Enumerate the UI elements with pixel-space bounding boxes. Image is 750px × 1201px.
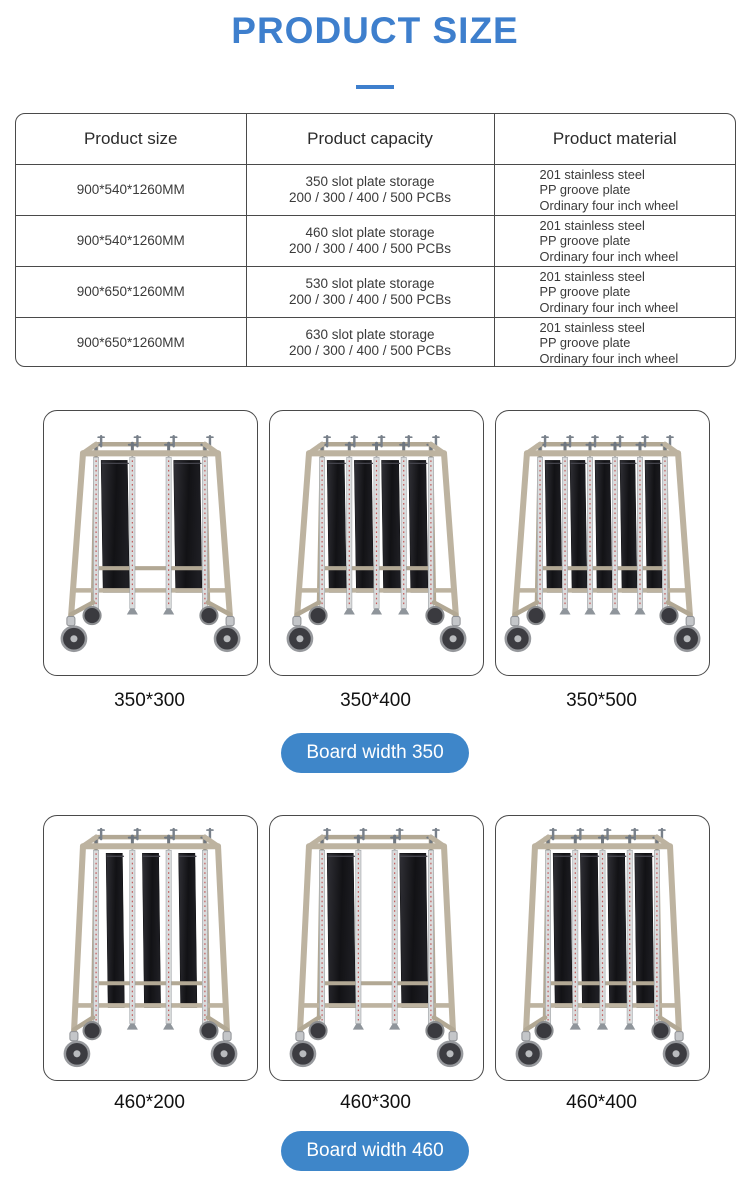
product-size-label: 350*300 <box>114 690 185 711</box>
product-size-label: 350*400 <box>340 690 411 711</box>
capacity-line: 530 slot plate storage <box>305 275 435 291</box>
capacity-line: 200 / 300 / 400 / 500 PCBs <box>288 190 452 205</box>
product-size-label: 460*200 <box>114 1092 185 1113</box>
cell-size: 900*540*1260MM <box>16 165 246 216</box>
material-line: PP groove plate <box>539 284 631 300</box>
page-title: PRODUCT SIZE <box>231 10 519 51</box>
table-row <box>16 267 735 318</box>
material-line: PP groove plate <box>539 233 631 249</box>
product-photo-460x400 <box>495 815 710 1081</box>
trolley-illustration <box>270 411 483 675</box>
product-size-label: 460*300 <box>340 1092 411 1113</box>
trolley-illustration <box>270 816 483 1080</box>
header-product-capacity: Product capacity <box>246 114 494 165</box>
trolley-illustration <box>44 816 257 1080</box>
cell-capacity <box>246 216 494 267</box>
header-product-material: Product material <box>494 114 735 165</box>
cell-size: 900*540*1260MM <box>16 216 246 267</box>
product-photo-460x300 <box>269 815 484 1081</box>
product-size-label: 350*500 <box>566 690 637 711</box>
material-line: 201 stainless steel <box>539 166 645 182</box>
material-line: 201 stainless steel <box>539 217 645 233</box>
material-line: Ordinary four inch wheel <box>539 299 679 315</box>
capacity-line: 630 slot plate storage <box>305 326 435 342</box>
capacity-line: 350 slot plate storage <box>305 173 435 189</box>
table-row <box>16 318 735 368</box>
cell-material <box>494 216 735 267</box>
capacity-line: 200 / 300 / 400 / 500 PCBs <box>288 241 452 256</box>
cell-capacity <box>246 165 494 216</box>
header-product-size: Product size <box>16 114 246 165</box>
material-line: Ordinary four inch wheel <box>539 248 679 264</box>
product-photo-350x300 <box>43 410 258 676</box>
table-header-row <box>16 114 735 165</box>
spec-table <box>15 113 736 367</box>
capacity-line: 200 / 300 / 400 / 500 PCBs <box>288 292 452 307</box>
table-row <box>16 165 735 216</box>
material-line: PP groove plate <box>539 335 631 351</box>
material-line: Ordinary four inch wheel <box>539 350 679 366</box>
table-row <box>16 216 735 267</box>
material-line: Ordinary four inch wheel <box>539 197 679 213</box>
title-underline <box>356 85 394 89</box>
trolley-illustration <box>44 411 257 675</box>
material-line: 201 stainless steel <box>539 268 645 284</box>
capacity-line: 200 / 300 / 400 / 500 PCBs <box>288 343 452 358</box>
cell-size: 900*650*1260MM <box>16 318 246 368</box>
material-line: PP groove plate <box>539 182 631 198</box>
cell-material <box>494 165 735 216</box>
board-width-350-badge[interactable]: Board width 350 <box>281 733 469 773</box>
board-width-460-badge[interactable]: Board width 460 <box>281 1131 469 1171</box>
material-line: 201 stainless steel <box>539 319 645 335</box>
capacity-line: 460 slot plate storage <box>305 224 435 240</box>
trolley-illustration <box>496 816 709 1080</box>
product-photo-460x200 <box>43 815 258 1081</box>
product-size-label: 460*400 <box>566 1092 637 1113</box>
cell-capacity <box>246 318 494 368</box>
product-photo-350x500 <box>495 410 710 676</box>
trolley-illustration <box>496 411 709 675</box>
cell-size: 900*650*1260MM <box>16 267 246 318</box>
cell-material <box>494 318 735 368</box>
cell-capacity <box>246 267 494 318</box>
product-photo-350x400 <box>269 410 484 676</box>
cell-material <box>494 267 735 318</box>
